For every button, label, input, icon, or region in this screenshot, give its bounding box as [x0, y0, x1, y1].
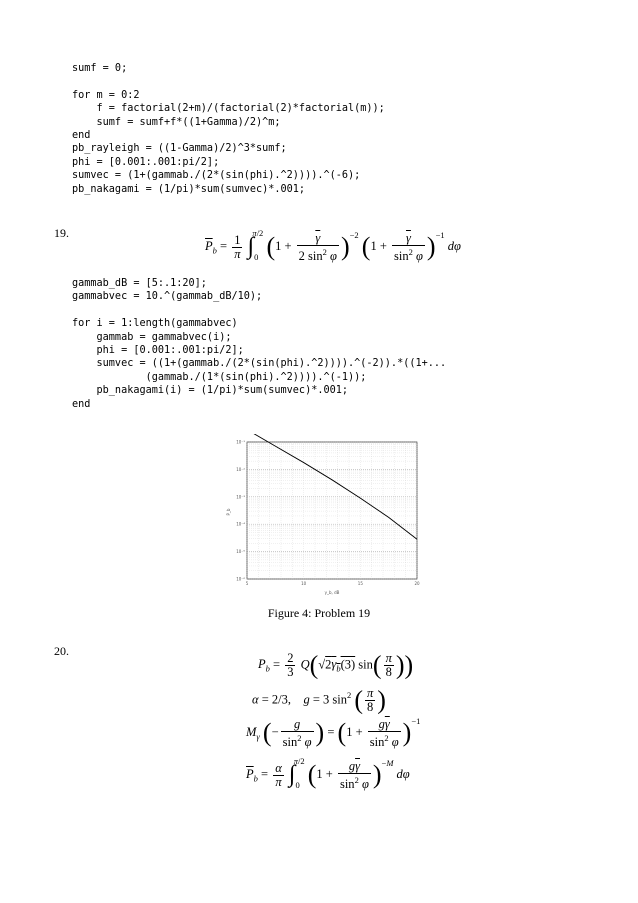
plot-frame — [247, 442, 417, 579]
code-block-1-line: for m = 0:2 — [72, 89, 140, 101]
code-block-1-line: end — [72, 130, 91, 142]
code-block-2-line: sumvec = ((1+(gammab./(2*(sin(phi).^2)))).^(-2)).*((1+... — [72, 358, 447, 370]
code-block-1-line: phi = [0.001:.001:pi/2]; — [72, 156, 220, 168]
code-block-1-line: sumf = sumf+f*((1+Gamma)/2)^m; — [72, 116, 281, 128]
code-block-2-line: gammab_dB = [5:.1:20]; — [72, 278, 207, 289]
y-axis-label: P_b — [226, 508, 231, 516]
code-block-2-line: pb_nakagami(i) = (1/pi)*sum(sumvec)*.001; — [72, 385, 349, 397]
problem-number-19: 19. — [54, 226, 69, 240]
equation-19: $\overline{P}_b$ = $\frac{1}{\pi}$ $\int_0^{\pi/2}$ (1 + $\frac{\overline{\gamma}}{2 \sin^2 \varphi}$ )$^{-2}$ (1 + $\frac{\overline{\gamma}}{\sin^2 \varphi}$ )$^{-1}$ dφ — [205, 228, 461, 263]
y-tick-label: 10⁻³ — [236, 494, 245, 500]
x-axis-label: γ_b, dB — [324, 590, 340, 595]
code-block-2-line: for i = 1:length(gammabvec) — [72, 318, 238, 330]
code-block-2-line — [72, 304, 446, 317]
x-tick-label: 15 — [357, 581, 363, 586]
y-tick-label: 10⁻⁶ — [236, 576, 245, 582]
y-tick-label: 10⁻⁵ — [236, 549, 245, 555]
equation-20-avg-pb: $\overline{P}_b$ = $\frac{\alpha}{\pi}$ $\int_0^{\pi/2}$ (1 + $\frac{g\overline{\gamma}}{\sin^2 \varphi}$ )$^{-M}$ dφ — [246, 756, 410, 791]
matlab-code-block-2 — [72, 277, 446, 411]
code-block-2-line: end — [72, 398, 91, 410]
ber-plot — [222, 434, 422, 599]
code-block-1-line — [72, 75, 385, 88]
code-block-1-line: sumf = 0; — [72, 63, 128, 74]
x-tick-label: 10 — [301, 581, 307, 586]
equation-20-mgf: $M_\gamma$ (− $\frac{g}{\sin^2 \varphi}$ ) = (1 + $\frac{g\overline{\gamma}}{\sin^2 \varphi}$ )$^{-1}$ — [246, 716, 421, 749]
code-block-1-line: pb_rayleigh = ((1-Gamma)/2)^3*sumf; — [72, 143, 287, 155]
code-block-2-line: (gammab./(1*(sin(phi).^2)))).^(-1)); — [72, 371, 367, 383]
x-tick-label: 5 — [245, 581, 249, 586]
equation-20-pb: $P_b$ = $\frac{2}{3}$ $Q(√2\gamma_b(3)$ sin( $\frac{\pi}{8}$ )) — [258, 650, 414, 680]
code-block-1-line: sumvec = (1+(gammab./(2*(sin(phi).^2)))).^(-6); — [72, 170, 361, 182]
matlab-code-block-1 — [72, 62, 385, 196]
y-tick-label: 10⁻⁴ — [236, 521, 245, 527]
code-block-2-line: phi = [0.001:.001:pi/2]; — [72, 345, 244, 357]
code-block-2-line: gammabvec = 10.^(gammab_dB/10); — [72, 291, 263, 303]
code-block-1-line: f = factorial(2+m)/(factorial(2)*factorial(m)); — [72, 103, 385, 115]
code-block-2-line: gammab = gammabvec(i); — [72, 331, 232, 343]
x-tick-label: 20 — [414, 581, 420, 586]
equation-20-params: α = 2/3, g = 3 $\sin^2$ ( $\frac{\pi}{8}$ ) — [252, 685, 386, 715]
figure-caption: Figure 4: Problem 19 — [267, 606, 371, 620]
y-tick-label: 10⁻¹ — [236, 439, 245, 445]
problem-number-20: 20. — [54, 644, 69, 658]
y-tick-label: 10⁻² — [236, 466, 245, 472]
code-block-1-line: pb_nakagami = (1/pi)*sum(sumvec)*.001; — [72, 183, 306, 195]
